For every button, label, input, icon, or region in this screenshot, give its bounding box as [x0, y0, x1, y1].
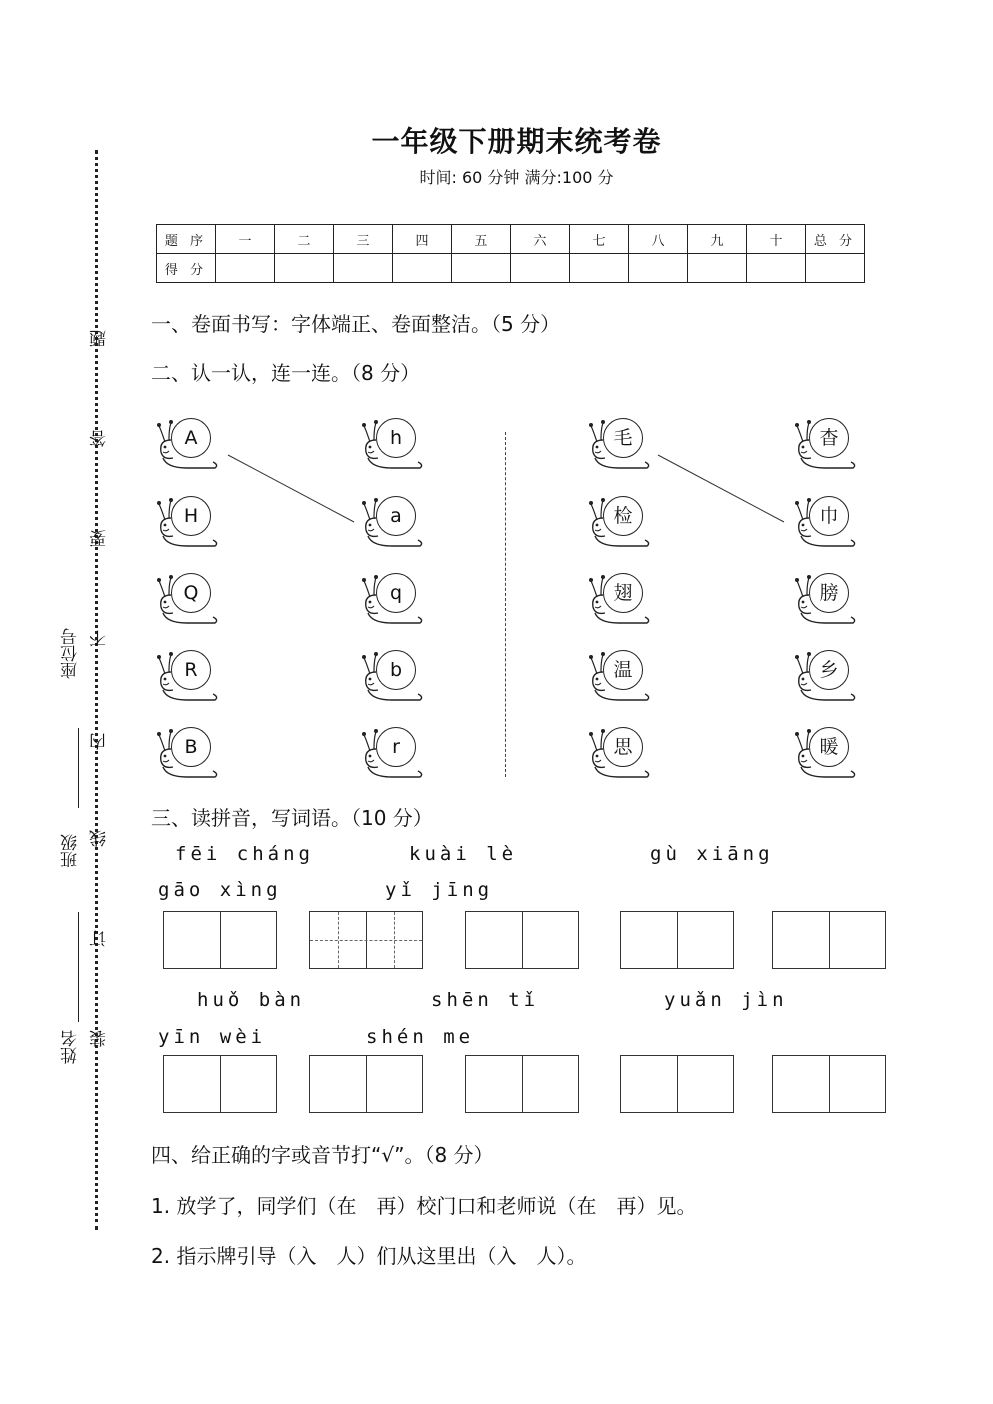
score-header-cell: 题 序 [157, 225, 216, 254]
pinyin-shen-me: shén me [366, 1026, 475, 1048]
writing-box[interactable] [163, 911, 277, 969]
score-header-cell: 总 分 [806, 225, 865, 254]
snail-letter: b [389, 659, 403, 681]
margin-label-ding: 订 [90, 930, 110, 947]
snail-letter: A [184, 427, 198, 449]
snail-letter: h [389, 427, 403, 449]
example-line-left [228, 455, 354, 522]
pinyin-yi-jing: yǐ jīng [385, 879, 494, 901]
exam-subtitle: 时间: 60 分钟 满分:100 分 [419, 168, 614, 187]
snail-letter: 翅 [613, 582, 633, 604]
class-label: 班级 [61, 834, 81, 868]
name-label: 姓名 [61, 1030, 81, 1064]
writing-box[interactable] [309, 911, 423, 969]
margin-label-ti: 题 [90, 330, 110, 347]
pinyin-fei-chang: fēi cháng [175, 843, 314, 865]
pinyin-yin-wei: yīn wèi [158, 1026, 267, 1048]
snail-letter: 温 [613, 659, 633, 681]
margin-label-xian: 线 [90, 830, 110, 847]
score-header-cell: 一 [216, 225, 275, 254]
pinyin-kuai-le: kuài lè [409, 843, 518, 865]
section-3-heading: 三、读拼音，写词语。（10 分） [151, 806, 433, 830]
writing-box[interactable] [620, 911, 734, 969]
writing-box[interactable] [772, 911, 886, 969]
snail-letter: 膀 [819, 582, 839, 604]
section-2-heading: 二、认一认，连一连。（8 分） [151, 361, 421, 385]
question-2: 2. 指示牌引导（入 人）们从这里出（入 人）。 [151, 1244, 587, 1268]
snail-letter: H [183, 505, 199, 527]
margin-label-zhuang: 装 [90, 1030, 110, 1047]
writing-box[interactable] [772, 1055, 886, 1113]
margin-label-yao: 要 [90, 530, 110, 547]
example-line-right [658, 455, 784, 522]
snail-letter: 暖 [819, 736, 839, 758]
score-header-cell: 二 [275, 225, 334, 254]
writing-box[interactable] [465, 1055, 579, 1113]
score-header-cell: 七 [570, 225, 629, 254]
writing-box[interactable] [309, 1055, 423, 1113]
snail-letter: 巾 [819, 505, 839, 527]
name-underline [78, 912, 80, 1022]
score-header-cell: 八 [629, 225, 688, 254]
snail-letter: a [390, 505, 402, 527]
writing-box[interactable] [465, 911, 579, 969]
page-title: 一年级下册期末统考卷 [371, 125, 662, 158]
pinyin-gao-xing: gāo xìng [158, 879, 282, 901]
margin-label-nei: 内 [90, 733, 110, 750]
score-row-label: 得 分 [157, 254, 216, 283]
section-1-heading: 一、卷面书写：字体端正、卷面整洁。（5 分） [151, 312, 561, 336]
pinyin-yuan-jin: yuǎn jìn [664, 989, 788, 1011]
score-header-cell: 三 [334, 225, 393, 254]
pinyin-gu-xiang: gù xiāng [650, 843, 774, 865]
snail-letter: r [392, 736, 400, 758]
snail-letter: B [184, 736, 198, 758]
pinyin-shen-ti: shēn tǐ [431, 989, 540, 1011]
margin-label-bu: 不 [90, 630, 110, 647]
writing-box[interactable] [620, 1055, 734, 1113]
question-1: 1. 放学了，同学们（在 再）校门口和老师说（在 再）见。 [151, 1194, 697, 1218]
snail-letter: R [184, 659, 198, 681]
snail-letter: 乡 [819, 659, 839, 681]
seat-number-label: 座位号 [61, 628, 81, 679]
snail-letter: 毛 [613, 427, 633, 449]
writing-box[interactable] [163, 1055, 277, 1113]
score-header-cell: 六 [511, 225, 570, 254]
pinyin-huo-ban: huǒ bàn [197, 989, 306, 1011]
margin-label-da: 答 [90, 430, 110, 447]
score-header-cell: 四 [393, 225, 452, 254]
snail-letter: q [389, 582, 403, 604]
score-header-cell: 五 [452, 225, 511, 254]
snail-letter: 杳 [819, 427, 839, 449]
score-header-cell: 十 [747, 225, 806, 254]
snail-letter: 思 [613, 736, 633, 758]
score-header-cell: 九 [688, 225, 747, 254]
snail-letter: Q [183, 582, 199, 604]
snail-letter: 检 [613, 505, 633, 527]
section-4-heading: 四、给正确的字或音节打“√”。（8 分） [151, 1143, 494, 1167]
